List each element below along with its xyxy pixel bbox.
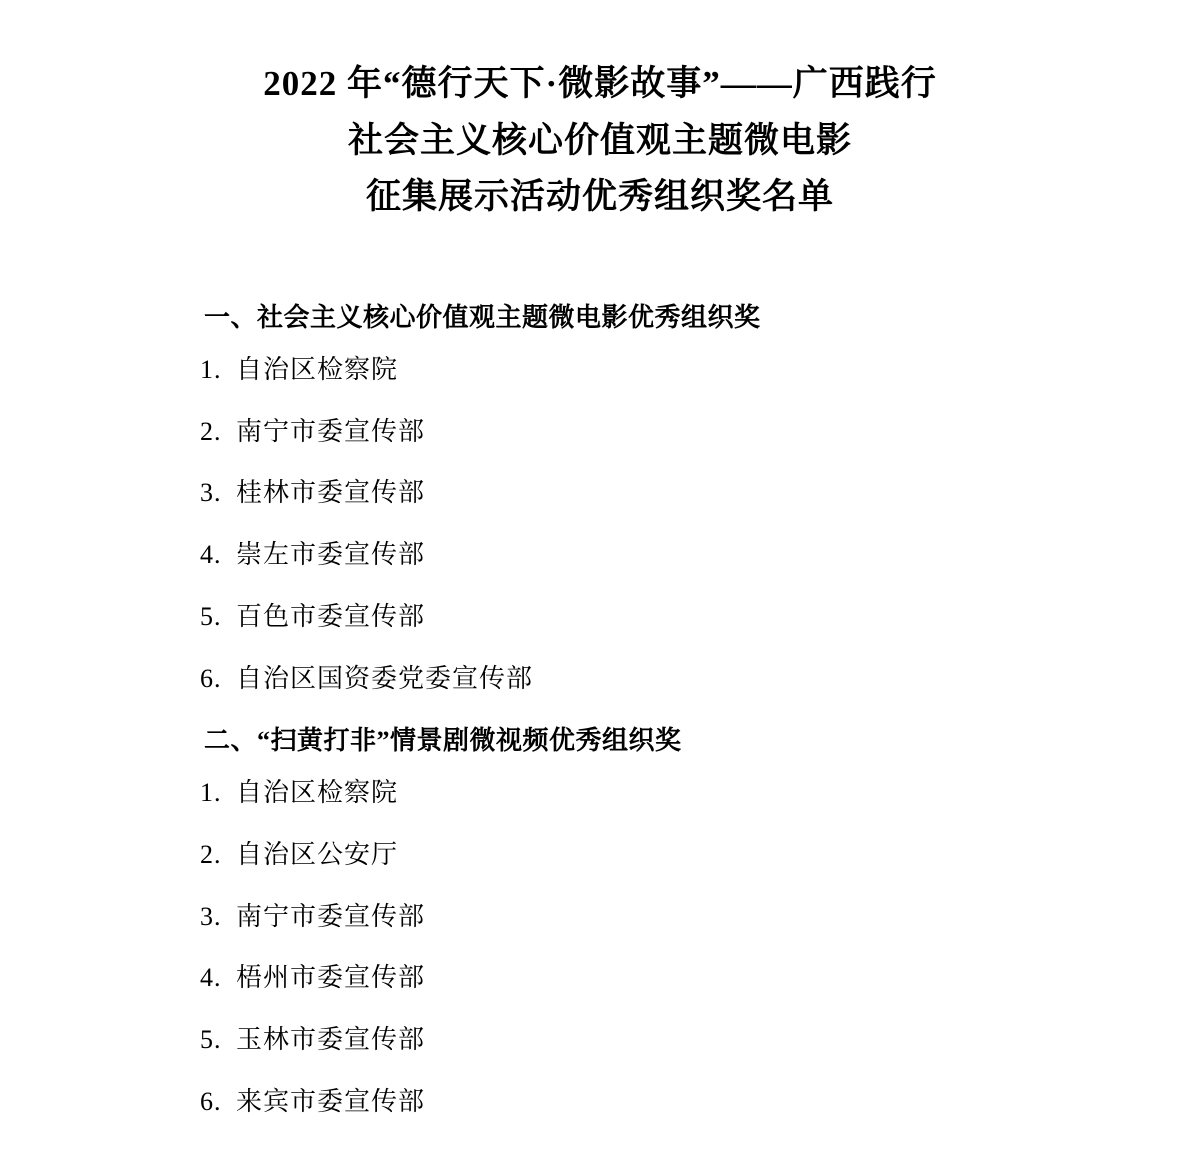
list-item xyxy=(200,660,1080,698)
list-item-label: 自治区检察院 xyxy=(236,355,399,385)
list-item-number: 4. xyxy=(200,540,222,570)
list-item-number: 2. xyxy=(200,839,222,869)
list-item xyxy=(200,536,1080,574)
list-item-number: 6. xyxy=(200,663,222,693)
list-item xyxy=(200,836,1080,874)
list-item-label: 桂林市委宣传部 xyxy=(236,478,426,508)
list-item-number: 6. xyxy=(200,1086,222,1116)
list-item xyxy=(200,1083,1080,1121)
section-two xyxy=(200,721,1080,1120)
section-two-list xyxy=(200,774,1080,1120)
list-item xyxy=(200,774,1080,812)
list-item xyxy=(200,1021,1080,1059)
list-item xyxy=(200,898,1080,936)
list-item-label: 南宁市委宣传部 xyxy=(236,416,426,446)
title-line-3: 征集展示活动优秀组织奖名单 xyxy=(365,177,834,217)
list-item-number: 5. xyxy=(200,1024,222,1054)
title-line-2: 社会主义核心价值观主题微电影 xyxy=(347,120,852,160)
list-item xyxy=(200,413,1080,451)
list-item-label: 百色市委宣传部 xyxy=(236,601,426,631)
list-item-label: 崇左市委宣传部 xyxy=(236,540,426,570)
list-item xyxy=(200,351,1080,389)
list-item-label: 自治区国资委党委宣传部 xyxy=(236,663,534,693)
list-item-number: 1. xyxy=(200,778,222,808)
list-item-label: 玉林市委宣传部 xyxy=(236,1024,426,1054)
list-item xyxy=(200,474,1080,512)
list-item-number: 1. xyxy=(200,355,222,385)
document-body xyxy=(0,298,1200,1120)
list-item-number: 5. xyxy=(200,601,222,631)
section-two-heading: 二、“扫黄打非”情景剧微视频优秀组织奖 xyxy=(204,726,682,756)
list-item-label: 南宁市委宣传部 xyxy=(236,901,426,931)
list-item xyxy=(200,959,1080,997)
list-item-label: 自治区检察院 xyxy=(236,778,399,808)
list-item xyxy=(200,598,1080,636)
list-item-number: 3. xyxy=(200,478,222,508)
list-item-number: 4. xyxy=(200,963,222,993)
list-item-number: 2. xyxy=(200,416,222,446)
page-title xyxy=(95,40,1105,226)
title-line-1: 2022 年“德行天下·微影故事”——广西践行 xyxy=(263,64,937,103)
list-item-label: 梧州市委宣传部 xyxy=(236,963,426,993)
list-item-label: 来宾市委宣传部 xyxy=(236,1086,426,1116)
list-item-number: 3. xyxy=(200,901,222,931)
section-one-list xyxy=(200,351,1080,697)
list-item-label: 自治区公安厅 xyxy=(236,839,399,869)
section-one-heading: 一、社会主义核心价值观主题微电影优秀组织奖 xyxy=(204,303,761,333)
section-one xyxy=(200,298,1080,697)
